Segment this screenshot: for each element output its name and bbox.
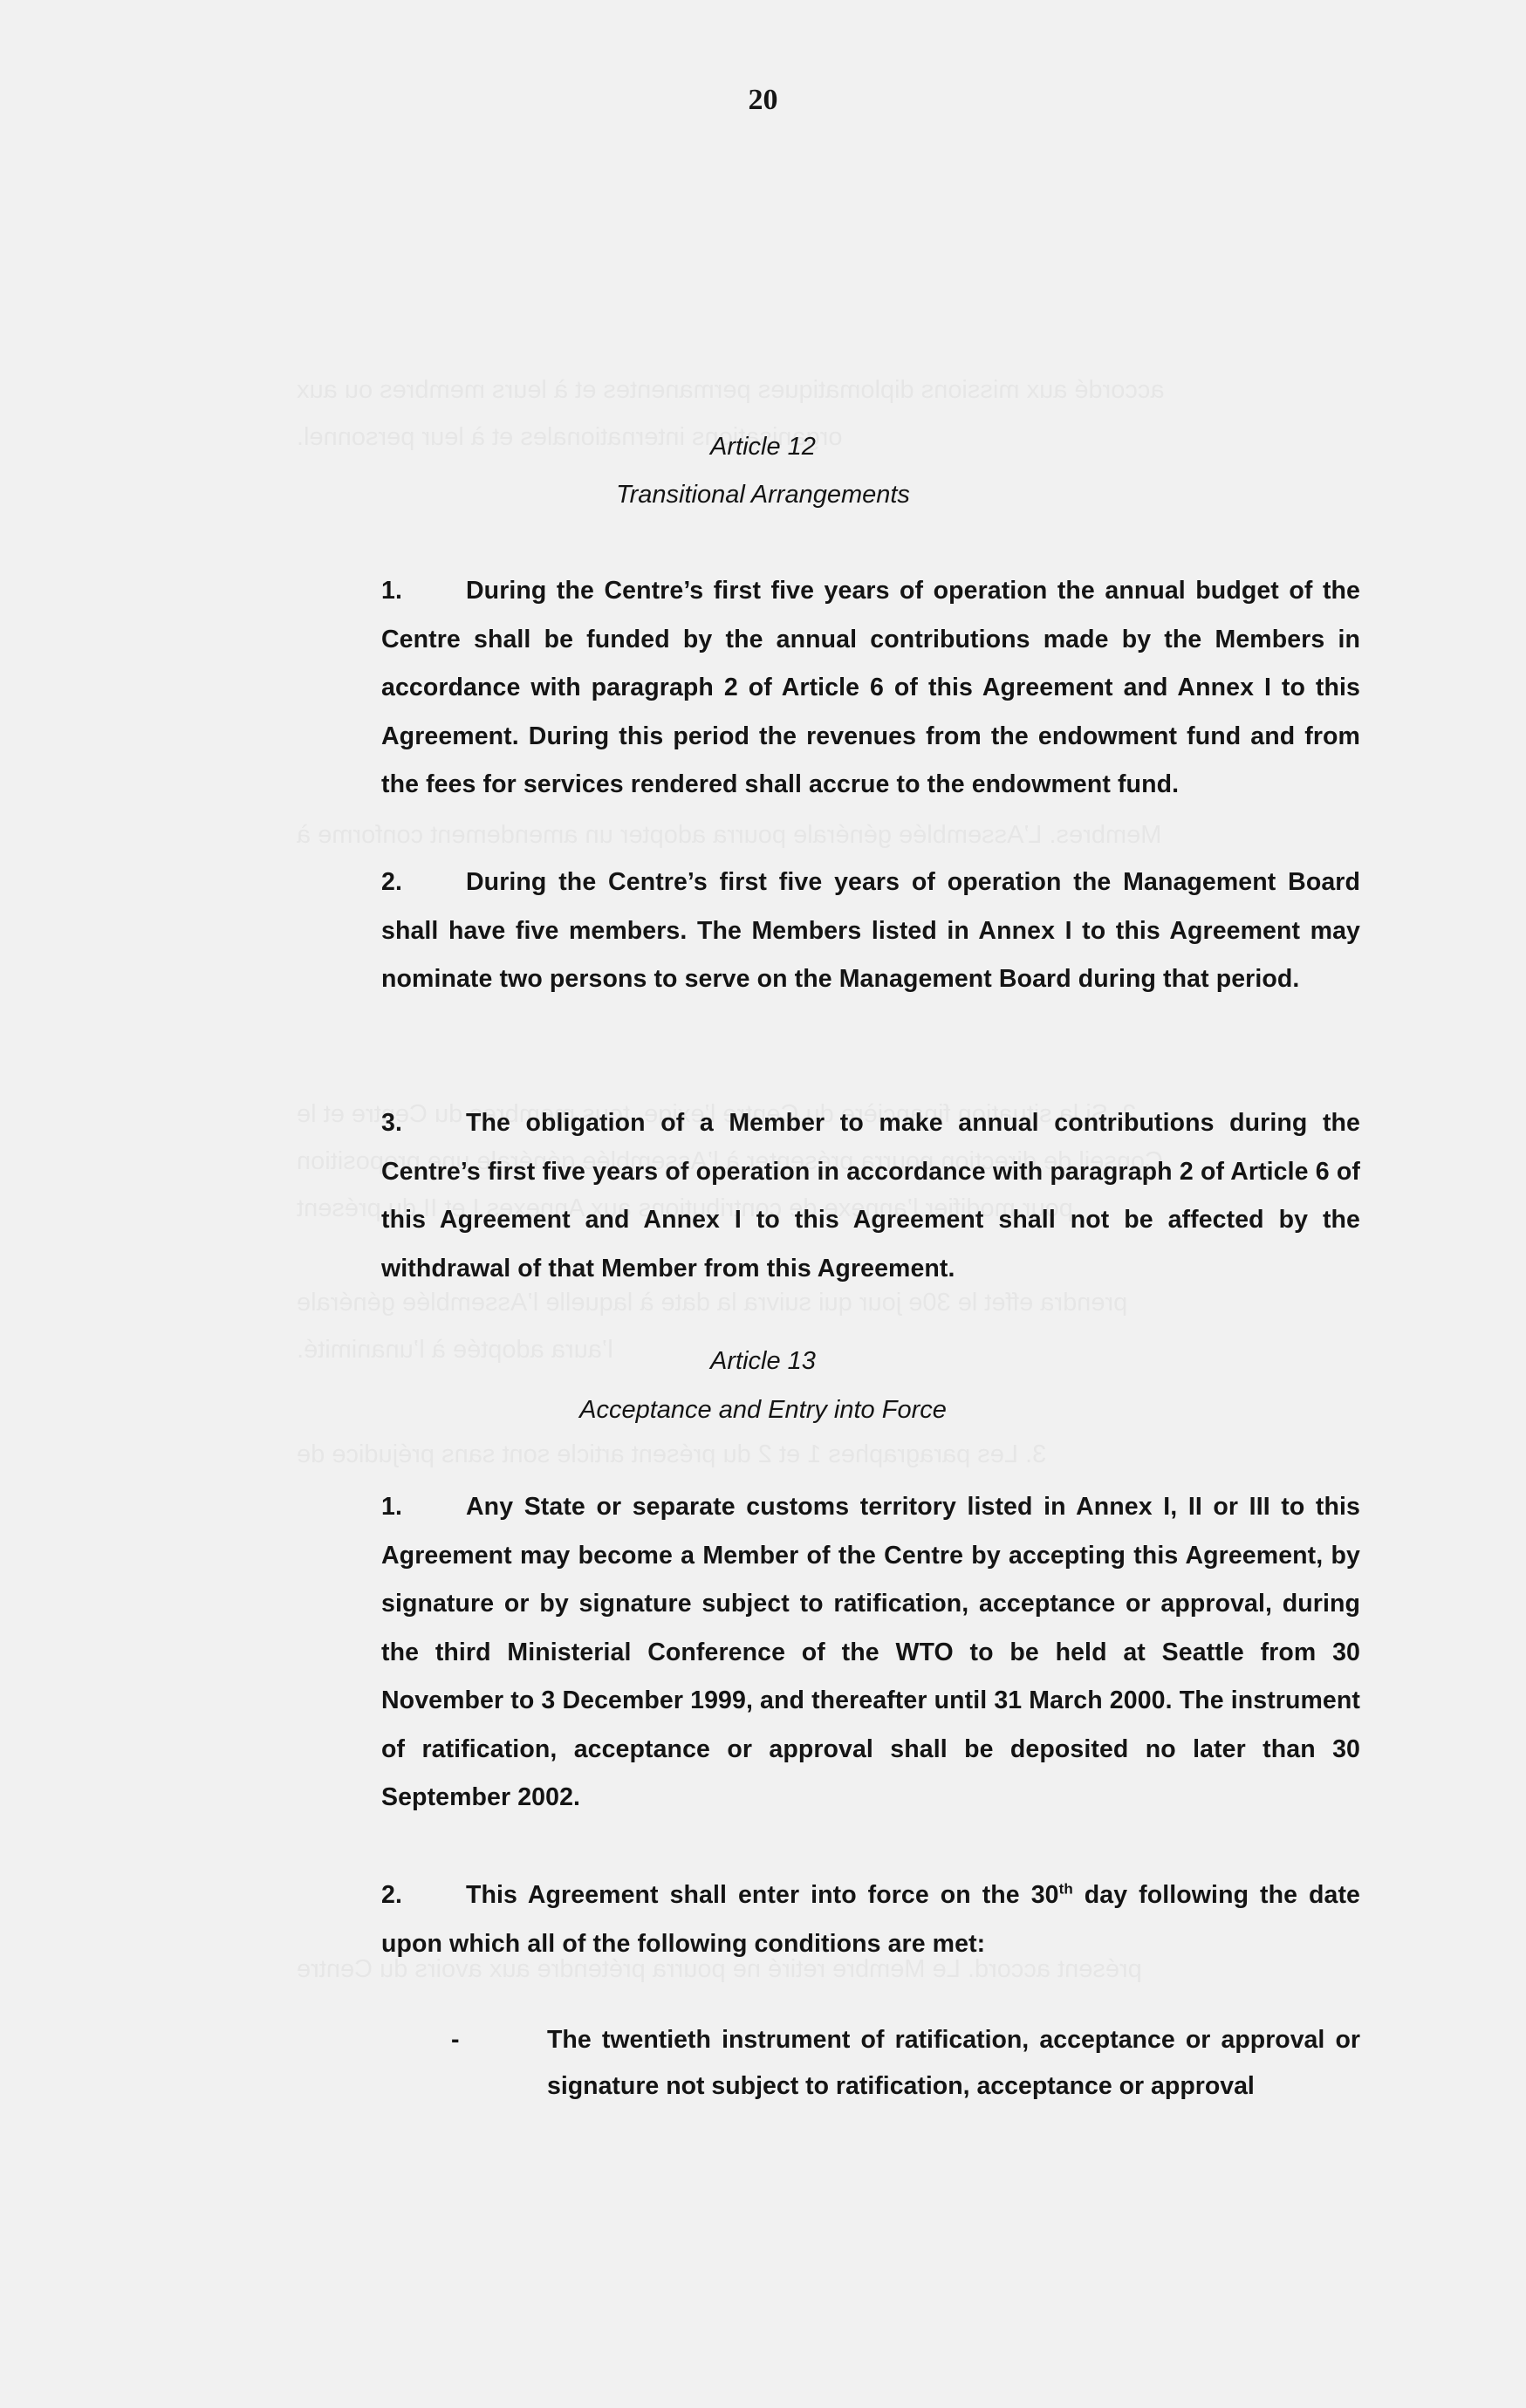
- article-12-subtitle: Transitional Arrangements: [616, 481, 910, 509]
- paragraph-number: 1.: [381, 1493, 402, 1521]
- paragraph-text: During the Centre’s first five years of operation the Management Board shall have five members. The Members listed in Annex I to this Agreement may nominate two persons to serve on the Management Board during that period.: [381, 868, 1360, 993]
- paragraph-text: The obligation of a Member to make annual contributions during the Centre’s first five years of operation in accordance with paragraph 2 of Article 6 of this Agreement and Annex I to this Agreement shall not be affected by the withdrawal of that Member from this Agreement.: [381, 1109, 1360, 1283]
- bleed-through-text: [297, 1431, 1046, 1478]
- bullet-text: The twentieth instrument of ratification, acceptance or approval or signature not subject to ratification, acceptance or approval: [547, 2026, 1360, 2100]
- article-13-subtitle: Acceptance and Entry into Force: [579, 1396, 947, 1424]
- article-13-title: Article 13: [710, 1347, 816, 1375]
- article-13-bullet-1: [381, 2017, 1360, 2110]
- ordinal-suffix: th: [1058, 1880, 1073, 1898]
- bullet-dash: -: [451, 2026, 460, 2054]
- article-12-paragraph-2: [381, 859, 1360, 1004]
- page-number: 20: [748, 84, 778, 116]
- article-12-paragraph-1: [381, 567, 1360, 810]
- article-13-paragraph-1: [381, 1483, 1360, 1823]
- paragraph-number: 1.: [381, 577, 402, 605]
- bleed-through-text: [297, 366, 1165, 414]
- paragraph-text-start: This Agreement shall enter into force on the 30: [466, 1881, 1059, 1909]
- article-13-paragraph-2: [381, 1871, 1360, 1968]
- paragraph-number: 3.: [381, 1109, 402, 1137]
- bleed-through-text: [297, 811, 1161, 859]
- paragraph-text: Any State or separate customs territory listed in Annex I, II or III to this Agreement may become a Member of the Centre by accepting this Agreement, by signature or by signature subject to ratification, acceptance or approval, during the third Ministerial Conference of the WTO to be held at Seattle from 30 November to 3 December 1999, and thereafter until 31 March 2000. The instrument of ratification, acceptance or approval shall be deposited no later than 30 September 2002.: [381, 1493, 1360, 1811]
- article-12-paragraph-3: [381, 1099, 1360, 1293]
- article-12-title: Article 12: [710, 433, 816, 461]
- paragraph-text: During the Centre’s first five years of operation the annual budget of the Centre shall be funded by the annual contributions made by the Members in accordance with paragraph 2 of Article 6 of this Agreement and Annex I to this Agreement. During this period the revenues from the endowment fund and from the fees for services rendered shall accrue to the endowment fund.: [381, 577, 1360, 798]
- paragraph-text-end: day following the date upon which all of the following conditions are met:: [381, 1881, 1361, 1958]
- paragraph-number: 2.: [381, 1881, 402, 1909]
- paragraph-number: 2.: [381, 868, 402, 896]
